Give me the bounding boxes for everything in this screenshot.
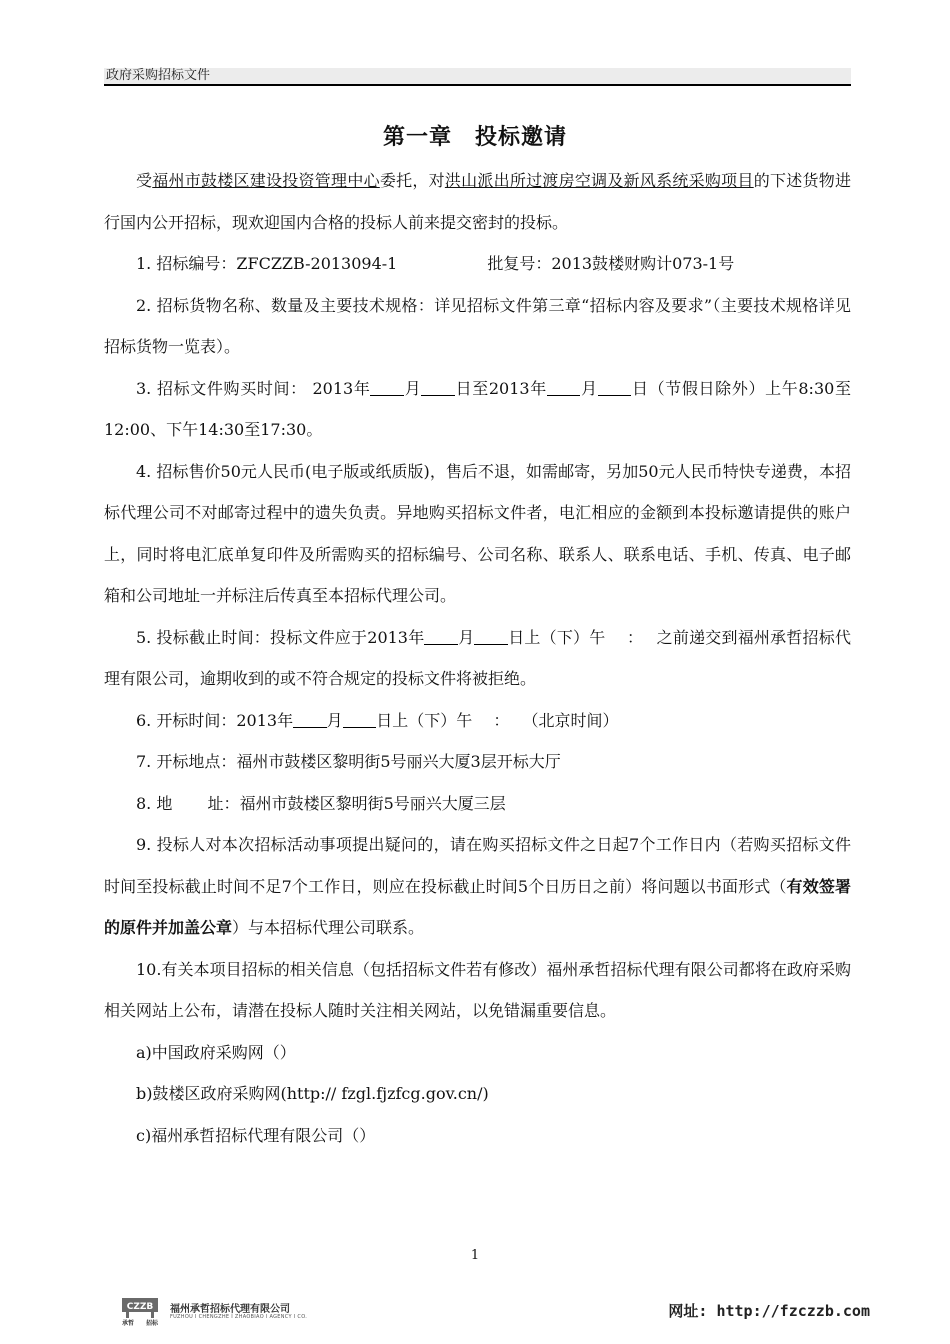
item-1: 1. 招标编号：ZFCZZB-2013094-1 批复号：2013鼓楼财购计073-1号 bbox=[136, 254, 735, 273]
item-2: 2. 招标货物名称、数量及主要技术规格：详见招标文件第三章“招标内容及要求”（主要技术规格详见招标货物一览表）。 bbox=[104, 295, 851, 356]
item-8: 8. 地 址：福州市鼓楼区黎明街5号丽兴大厦三层 bbox=[136, 793, 506, 813]
item-9-emphasis: 有效签署的原件并加盖公章 bbox=[104, 876, 851, 937]
company-name: 福州承哲招标代理有限公司 bbox=[170, 1304, 290, 1315]
item-3: 3. 招标文件购买时间： 2013年 月 日至2013年 月 日（节假日除外）上午8:30至12:00、下午14:30至17:30。 bbox=[104, 378, 851, 439]
item-10: 10.有关本项目招标的相关信息（包括招标文件若有修改）福州承哲招标代理有限公司都将在政府采购相关网站上公布，请潜在投标人随时关注相关网站，以免错漏重要信息。 bbox=[104, 959, 851, 1020]
link-list-a: a)中国政府采购网（） bbox=[136, 1042, 296, 1062]
item-5: 5. 投标截止时间：投标文件应于2013年 月 日上（下）午 ： 之前递交到福州承哲招标代理有限公司，逾期收到的或不符合规定的投标文件将被拒绝。 bbox=[104, 627, 851, 688]
link-list-b: b)鼓楼区政府采购网(http:// fzgl.fjzfcg.gov.cn/) bbox=[136, 1084, 489, 1103]
project-name: 洪山派出所过渡房空调及新风系统采购项目 bbox=[444, 171, 754, 190]
item-4: 4. 招标售价50元人民币(电子版或纸质版)，售后不退，如需邮寄，另加50元人民币特快专递费，本招标代理公司不对邮寄过程中的遗失负责。异地购买招标文件者，电汇相应的金额到本投标邀请提供的账户上，同时将电汇底单复印件及所需购买的招标编号、公司名称、联系人、联系电话、手机、传真、电子邮箱和公司地址一并标注后传真至本招标代理公司。 bbox=[104, 461, 851, 605]
intro-paragraph: 受福州市鼓楼区建设投资管理中心委托，对洪山派出所过渡房空调及新风系统采购项目的下述货物进行国内公开招标，现欢迎国内合格的投标人前来提交密封的投标。 bbox=[104, 171, 851, 232]
item-9: 9. 投标人对本次招标活动事项提出疑问的，请在购买招标文件之日起7个工作日内（若购买招标文件时间至投标截止时间不足7个工作日，则应在投标截止时间5个日历日之前）将问题以书面形式（有效签署的原件并加盖公章）与本招标代理公司联系。 bbox=[104, 835, 851, 937]
page-header bbox=[104, 68, 851, 86]
company-logo-icon bbox=[118, 1296, 162, 1326]
svg-text:承哲: 承哲 bbox=[121, 1320, 135, 1326]
document-body bbox=[104, 160, 851, 1156]
header-title: 政府采购招标文件 bbox=[106, 68, 211, 83]
svg-text:招标: 招标 bbox=[145, 1320, 159, 1326]
company-name-english: FUZHOU I CHENGZHE I ZHAOBIAO I AGENCY I CO. bbox=[170, 1314, 308, 1320]
page-number: 1 bbox=[470, 1248, 480, 1263]
chapter-title: 第一章 投标邀请 bbox=[382, 125, 567, 150]
client-name: 福州市鼓楼区建设投资管理中心 bbox=[152, 171, 380, 190]
svg-text:CZZB: CZZB bbox=[126, 1302, 154, 1312]
link-list-c: c)福州承哲招标代理有限公司（） bbox=[136, 1125, 376, 1145]
item-6: 6. 开标时间：2013年 月 日上（下）午 ： （北京时间） bbox=[136, 710, 619, 730]
website-url: 网址: http://fzczzb.com bbox=[668, 1302, 870, 1320]
item-7: 7. 开标地点：福州市鼓楼区黎明街5号丽兴大厦3层开标大厅 bbox=[136, 752, 561, 771]
